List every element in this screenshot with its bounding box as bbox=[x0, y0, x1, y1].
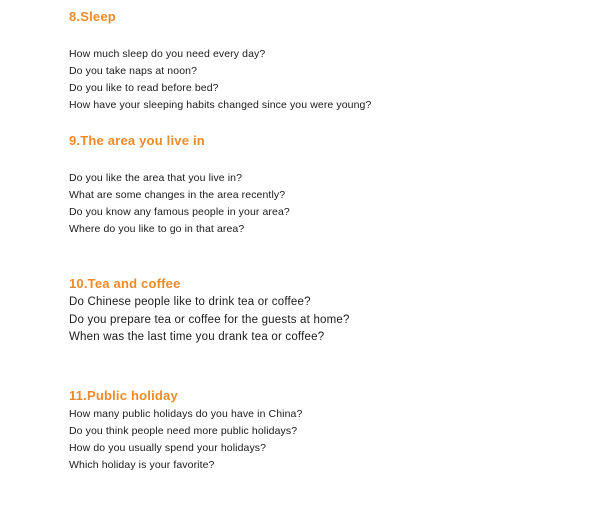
section-public-holiday bbox=[69, 388, 178, 404]
section-sleep bbox=[69, 9, 116, 25]
question: Do you prepare tea or coffee for the guests at home? bbox=[69, 313, 350, 326]
question: Where do you like to go in that area? bbox=[69, 223, 245, 235]
question: Do you like the area that you live in? bbox=[69, 172, 243, 184]
section-heading: 9.The area you live in bbox=[69, 133, 205, 148]
section-area bbox=[69, 133, 205, 149]
section-heading: 8.Sleep bbox=[69, 9, 116, 24]
section-tea-coffee-questions bbox=[69, 294, 350, 347]
question: What are some changes in the area recently? bbox=[69, 189, 286, 201]
question: Do Chinese people like to drink tea or coffee? bbox=[69, 296, 311, 308]
question: How many public holidays do you have in China? bbox=[69, 408, 303, 420]
question: Do you know any famous people in your area? bbox=[69, 206, 290, 218]
section-heading: 11.Public holiday bbox=[69, 388, 178, 403]
section-public-holiday-questions bbox=[69, 406, 302, 474]
question: When was the last time you drank tea or coffee? bbox=[69, 331, 325, 343]
section-heading: 10.Tea and coffee bbox=[69, 276, 181, 291]
section-area-questions bbox=[69, 170, 290, 238]
question: Do you like to read before bed? bbox=[69, 82, 219, 94]
question: How do you usually spend your holidays? bbox=[69, 442, 267, 454]
question: How much sleep do you need every day? bbox=[69, 48, 266, 60]
section-sleep-questions bbox=[69, 46, 371, 114]
question: Do you think people need more public holidays? bbox=[69, 425, 298, 437]
question: How have your sleeping habits changed since you were young? bbox=[69, 99, 372, 111]
question: Do you take naps at noon? bbox=[69, 65, 198, 77]
question: Which holiday is your favorite? bbox=[69, 459, 215, 471]
section-tea-coffee bbox=[69, 276, 181, 292]
